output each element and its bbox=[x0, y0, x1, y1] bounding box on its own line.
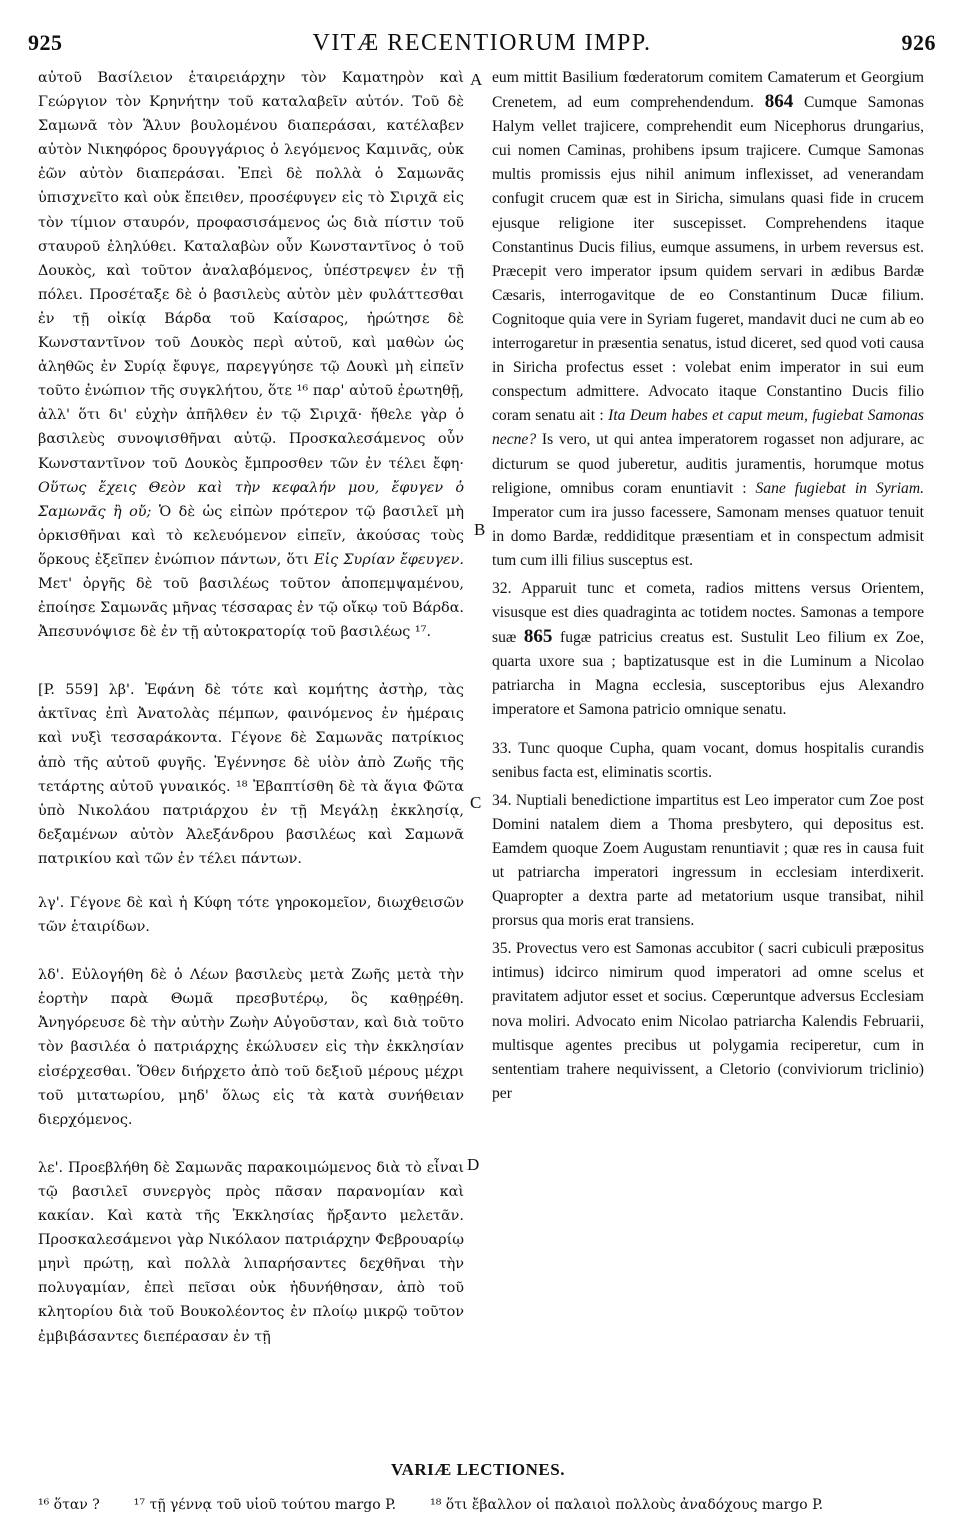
page-number-left: 925 bbox=[28, 30, 63, 55]
greek-paragraph-34: λδ'. Εὐλογήθη δὲ ὁ Λέων βασιλεὺς μετὰ Ζωῆς μετὰ τὴν ἑορτὴν παρὰ Θωμᾶ πρεσβυτέρῳ, ὃς καθῃρέθη. Ἀνηγόρευσε δὲ τὴν αὐτὴν Ζωὴν Αὐγοῦσταν, καὶ διὰ τοῦτο τὸν βασιλέα ὁ πατριάρχης ἐκώλυσεν εἰς τὴν ἐκκλησίαν εἰσέρχεσθαι. Ὅθεν διήρχετο ἀπὸ τοῦ δεξιοῦ μέρους μέχρι τοῦ μιτατωρίου, μηδ' ὅλως εἰς τὰ κατὰ συνήθειαν διερχόμενος. bbox=[38, 967, 464, 1128]
spacer bbox=[38, 871, 464, 891]
running-title: VITÆ RECENTIORUM IMPP. bbox=[312, 30, 652, 56]
spacer bbox=[38, 939, 464, 963]
spacer bbox=[38, 1132, 464, 1156]
latin-paragraph-33: 33. Tunc quoque Cupha, quam vocant, domus hospitalis curandis senibus facta est, eliminatis scortis. bbox=[492, 739, 924, 781]
margin-marker-d: D bbox=[467, 1155, 480, 1174]
spacer bbox=[38, 644, 464, 678]
latin-paragraph-32: 32. Apparuit tunc et cometa, radios mittens versus Orientem, visusque est dies quadraginta ac totidem noctes. Samonas a tempore suæ 865 fugæ patricius creatus est. Sustulit Leo filium ex Zoe, quarta uxore sua ; baptizatusque est in die Luminum a Nicolao patriarcha in Magna ecclesia, susceptoribus ejus Alexandro imperatore et Samona patricio omnique senatu. bbox=[492, 579, 924, 719]
greek-column bbox=[38, 66, 464, 1349]
latin-paragraph-35: 35. Provectus vero est Samonas accubitor ( sacri cubiculi præpositus intimus) idcirco nimirum quod imperatori ad omne scelus et pravitatem adjutor esset et socius. Cœperuntque adversus Ecclesiam nova moliri. Advocato enim Nicolao patriarcha Kalendis Februarii, multisque agentes precibus ut polygamia reciperetur, cum in sententiam trahere nequivissent, a Cletorio (conviviorum triclinio) per bbox=[492, 940, 924, 1102]
footnote-18: ¹⁸ ὅτι ἔβαλλον οἱ παλαιοὶ πολλοὺς ἀναδόχους margo P. bbox=[430, 1497, 824, 1513]
page-header bbox=[28, 30, 936, 64]
greek-paragraph-33: λγ'. Γέγονε δὲ καὶ ἡ Κύφη τότε γηροκομεῖον, διωχθεισῶν τῶν ἑταιρίδων. bbox=[38, 895, 464, 936]
greek-paragraph-1: αὐτοῦ Βασίλειον ἑταιρειάρχην τὸν Καματηρὸν καὶ Γεώργιον τὸν Κρηνήτην τοῦ καταλαβεῖν αὐτόν. Τοῦ δὲ Σαμωνᾶ τὸν Ἅλυν βουλομένου διαπεράσαι, κατέλαβεν αὐτὸν Νικηφόρος δρουγγάριος ὁ λεγόμενος Καμινᾶς, οὐκ ἐῶν αὐτὸν διαπεράσαι. Ἐπεὶ δὲ πολλὰ ὁ Σαμωνᾶς ὑπισχνεῖτο καὶ οὐκ ἔπειθεν, προσέφυγεν εἰς τὸ Σιριχᾶ εἰς τὸν τίμιον σταυρόν, προφασισάμενος ὡς διὰ πίστιν τοῦ σταυροῦ ἐληλύθει. Καταλαβὼν οὖν Κωνσταντῖνος ὁ τοῦ Δουκὸς, καὶ τοῦτον ἀναλαβόμενος, ὑπέστρεψεν ἐν τῇ πόλει. Προσέταξε δὲ ὁ βασιλεὺς αὐτὸν μὲν φυλάττεσθαι ἐν τῇ οἰκίᾳ Βάρδα τοῦ Καίσαρος, ἠρώτησε δὲ Κωνσταντῖνον τοῦ Δουκὸς περὶ αὐτοῦ, καὶ μαθὼν ὡς ἀληθῶς ἐν Συρίᾳ ἔφυγε, παρεγγύησε τῷ Δουκὶ μὴ εἰπεῖν τοῦτο ἐνώπιον τῆς συγκλήτου, ὅτε ¹⁶ παρ' αὐτοῦ ἐρωτηθῇ, ἀλλ' ὅτι δι' εὐχὴν ἀπῆλθεν ἐν τῷ Σιριχᾶ· ἤθελε γὰρ ὁ βασιλεὺς συνοψισθῆναι αὐτῷ. Προσκαλεσάμενος οὖν Κωνσταντῖνον τοῦ Δουκὸς ἔμπροσθεν τῶν ἐν τέλει ἔφη· Οὕτως ἔχεις Θεὸν καὶ τὴν κεφαλήν μου, ἔφυγεν ὁ Σαμωνᾶς ἢ οὔ; Ὁ δὲ ὡς εἰπὼν πρότερον τῷ βασιλεῖ μὴ ὁρκισθῆναι καὶ τὸ κελευόμενον εἰπεῖν, ἀκούσας τοὺς ὅρκους ἐξεῖπεν ἐνώπιον πάντων, ὅτι Εἰς Συρίαν ἔφευγεν. Μετ' ὀργῆς δὲ τοῦ βασιλέως τοῦτον ἀποπεμψαμένου, ἐποίησε Σαμωνᾶς μῆνας τέσσαρας ἐν τῷ οἴκῳ τοῦ Βάρδα. Ἀπεσυνόψισε δὲ ἐν τῇ αὐτοκρατορίᾳ τοῦ βασιλέως ¹⁷. bbox=[38, 70, 464, 641]
greek-paragraph-35: λε'. Προεβλήθη δὲ Σαμωνᾶς παρακοιμώμενος διὰ τὸ εἶναι τῷ βασιλεῖ συνεργὸς πρὸς πᾶσαν παρανομίαν καὶ κακίαν. Καὶ κατὰ τῆς Ἐκκλησίας ἤρξαντο μελετᾶν. Προσκαλεσάμενοι γὰρ Νικόλαον πατριάρχην Φεβρουαρίῳ μηνὶ πρώτῃ, καὶ πολλὰ λιπαρήσαντες δεχθῆναι τὴν πολυγαμίαν, ἐπεὶ πεῖσαι οὐκ ἠδυνήθησαν, ἀπὸ τοῦ κλητορίου διὰ τοῦ Βουκολέοντος ἐν πλοίῳ μικρῷ τοῦτον ἐμβιβάσαντες διεπέρασαν ἐν τῇ bbox=[38, 1159, 464, 1345]
spacer bbox=[492, 723, 924, 737]
footnotes bbox=[38, 1497, 936, 1513]
folio-number-864: 864 bbox=[764, 91, 794, 113]
folio-number-865: 865 bbox=[523, 626, 553, 648]
variae-lectiones-heading: VARIÆ LECTIONES. bbox=[391, 1460, 565, 1479]
margin-marker-c: C bbox=[470, 793, 482, 812]
page-number-right: 926 bbox=[901, 30, 936, 55]
latin-column bbox=[492, 66, 924, 1106]
margin-marker-a: A bbox=[470, 70, 483, 89]
footnote-17: ¹⁷ τῇ γέννᾳ τοῦ υἱοῦ τούτου margo P. bbox=[133, 1497, 397, 1513]
greek-paragraph-32: [P. 559] λβ'. Ἐφάνη δὲ τότε καὶ κομήτης ἀστὴρ, τὰς ἀκτῖνας ἐπὶ Ἀνατολὰς πέμπων, φαινόμενος ἐν ἡμέραις καὶ νυξὶ τεσσαράκοντα. Γέγονε δὲ Σαμωνᾶς πατρίκιος ἀπὸ τῆς αὐτοῦ φυγῆς. Ἐγέννησε δὲ υἱὸν ἀπὸ Ζωῆς τῆς τετάρτης αὐτοῦ γυναικός. ¹⁸ Ἐβαπτίσθη δὲ τὰ ἅγια Φῶτα ὑπὸ Νικολάου πατριάρχου ἐν τῇ Μεγάλῃ ἐκκλησίᾳ, δεξαμένων αὐτὸν Ἀλεξάνδρου βασιλέως καὶ Σαμωνᾶ πατρικίου καὶ τῶν ἐν τέλει πάντων. bbox=[38, 682, 464, 867]
latin-paragraph-1: eum mittit Basilium fœderatorum comitem Camaterum et Georgium Crenetem, ad eum comprehendendum. 864 Cumque Samonas Halym vellet trajicere, comprehendit eum Nicephorus drungarius, cui nomen Caminas, prohibens ipsum trajicere. Cumque Samonas multis promissis ejus nihil animum inflexisset, ad venerandam confugit crucem quæ est in Siricha, simulans quasi fide in crucem ejusque religione iter suscepisset. Comprehendens itaque Constantinus Ducis filius, eumque assumens, in urbem reversus est. Præcepit vero imperator ipsum quidem servari in ædibus Bardæ Cæsaris, interrogavitque de eo Constantinum Ducæ filium. Cognitoque quia vere in Syriam fugeret, mandavit duci ne cum ab eo interrogaretur in præsentia senatus, istud diceret, sed quod voti causa in Siricha profectus esset : volebat enim imperator in sui eum conspectum admittere. Advocato itaque Constantino Ducis filio coram senatu ait : Ita Deum habes et caput meum, fugiebat Samonas necne? Is vero, ut qui antea imperatorem rogasset non adjurare, ac dicturum se quod juberetur, auditis juramentis, horumque motus religione, omnibus coram enuntiavit : Sane fugiebat in Syriam. Imperator cum ira jusso facessere, Samonam menses quatuor tenuit in domo Bardæ, reddiditque præsentiam et in conspectum admisit tum cum illi filius susceptus est. bbox=[492, 69, 925, 569]
latin-paragraph-34: 34. Nuptiali benedictione impartitus est Leo imperator cum Zoe post Domini natalem diem a Thoma presbytero, qui depositus est. Eamdem quoque Zoem Augustam renuntiavit ; quæ res in causa fuit ut patriarcha imperatori ingressum in ecclesiam interdixerit. Quapropter a dextra parte ad metatorium usque transibat, nihil prorsus qua moris erat transiens. bbox=[492, 791, 924, 930]
margin-marker-b: B bbox=[474, 520, 486, 539]
footnote-16: ¹⁶ ὅταν ? bbox=[38, 1497, 100, 1513]
